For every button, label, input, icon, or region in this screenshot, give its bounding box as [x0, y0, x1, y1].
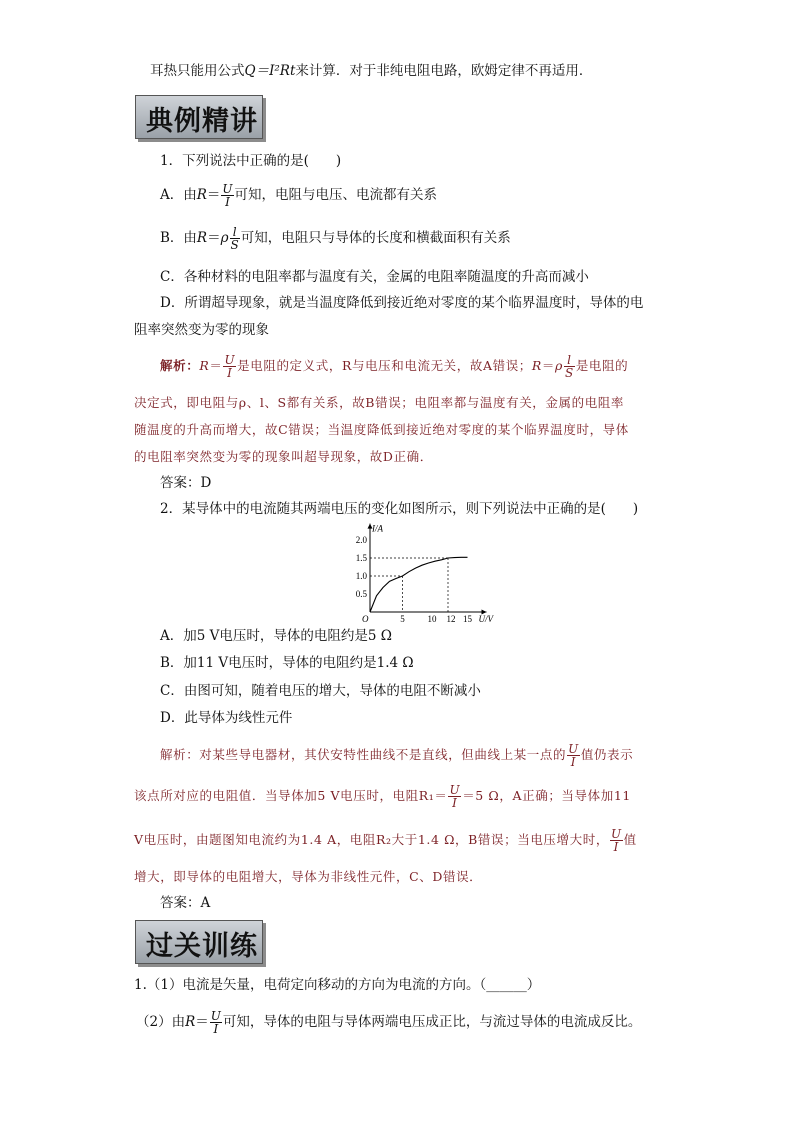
x-tick-label: 12 — [446, 614, 456, 622]
y-axis-label: I/A — [372, 523, 383, 534]
x-tick-label: 15 — [463, 614, 472, 622]
y-tick-label: 2.0 — [355, 535, 367, 545]
q1-explanation-line1: 解析：R＝ $\frac{U}{I}$ 是电阻的定义式，R与电压和电流无关，故A错误；R＝ρ $\frac{l}{S}$ 是电阻的 — [160, 353, 629, 380]
y-tick-label: 1.5 — [355, 553, 367, 563]
q1-answer: 答案：D — [160, 475, 212, 491]
iv-curve-chart — [340, 522, 500, 622]
q1-option-d-line1: D．所谓超导现象，就是当温度降低到接近绝对零度的某个临界温度时，导体的电 — [160, 295, 644, 311]
q1-stem: 1．下列说法中正确的是( ) — [160, 153, 342, 169]
q2-answer: 答案：A — [160, 895, 211, 911]
fraction-u-over-i: $\frac{U}{I}$ — [222, 182, 233, 209]
top-line: 耳热只能用公式Q＝I²Rt来计算．对于非纯电阻电路，欧姆定律不再适用． — [150, 63, 593, 79]
section-header-examples: 典例精讲 — [135, 95, 263, 139]
iv-curve — [370, 557, 468, 612]
q1-option-c: C．各种材料的电阻率都与温度有关，金属的电阻率随温度的升高而减小 — [160, 269, 589, 285]
q2-option-c: C．由图可知，随着电压的增大，导体的电阻不断减小 — [160, 683, 481, 699]
q2-option-a: A．加5 V电压时，导体的电阻约是5 Ω — [160, 628, 392, 644]
practice-item-2: （2）由R＝ $\frac{U}{I}$ 可知，导体的电阻与导体两端电压成正比，与流过导体的电流成反比。 — [136, 1009, 642, 1036]
q2-explanation-line3: V电压时，由题图知电流约为1.4 A，电阻R₂大于1.4 Ω，B错误；当电压增大时， $\frac{U}{I}$ 值 — [134, 827, 637, 854]
origin-label: O — [362, 614, 369, 622]
section-header-practice: 过关训练 — [135, 920, 263, 964]
fraction-l-over-s: $\frac{l}{S}$ — [230, 225, 239, 252]
y-tick-label: 1.0 — [355, 571, 367, 581]
q2-explanation-line1: 解析：对某些导电器材，其伏安特性曲线不是直线，但曲线上某一点的 $\frac{U}{I}$ 值仍表示 — [160, 742, 634, 769]
x-tick-label: 10 — [427, 614, 437, 622]
q1-explanation-line4: 的电阻率突然变为零的现象叫超导现象，故D正确． — [134, 449, 433, 464]
q1-option-b: B．由R＝ρ $\frac{l}{S}$ 可知，电阻只与导体的长度和横截面积有关系 — [160, 225, 511, 252]
heat-formula: Q＝I²Rt — [244, 63, 296, 79]
q2-explanation-line2: 该点所对应的电阻值．当导体加5 V电压时，电阻R₁＝ $\frac{U}{I}$ ＝5 Ω，A正确；当导体加11 — [134, 783, 631, 810]
q1-explanation-line3: 随温度的升高而增大，故C错误；当温度降低到接近绝对零度的某个临界温度时，导体 — [134, 422, 629, 437]
practice-item-1: 1.（1）电流是矢量，电荷定向移动的方向为电流的方向。（______） — [134, 977, 541, 993]
y-tick-label: 0.5 — [355, 589, 367, 599]
q1-option-a: A．由R＝ $\frac{U}{I}$ 可知，电阻与电压、电流都有关系 — [160, 182, 438, 209]
x-axis-label: U/V — [478, 614, 493, 622]
q2-option-d: D．此导体为线性元件 — [160, 710, 293, 726]
q1-explanation-line2: 决定式，即电阻与ρ、l、S都有关系，故B错误；电阻率都与温度有关，金属的电阻率 — [134, 395, 624, 410]
q2-option-b: B．加11 V电压时，导体的电阻约是1.4 Ω — [160, 655, 414, 671]
q2-explanation-line4: 增大，即导体的电阻增大，导体为非线性元件，C、D错误． — [134, 869, 483, 884]
x-tick-label: 5 — [400, 614, 405, 622]
q1-option-d-line2: 阻率突然变为零的现象 — [134, 322, 269, 338]
q2-stem: 2．某导体中的电流随其两端电压的变化如图所示，则下列说法中正确的是( ) — [160, 501, 639, 517]
